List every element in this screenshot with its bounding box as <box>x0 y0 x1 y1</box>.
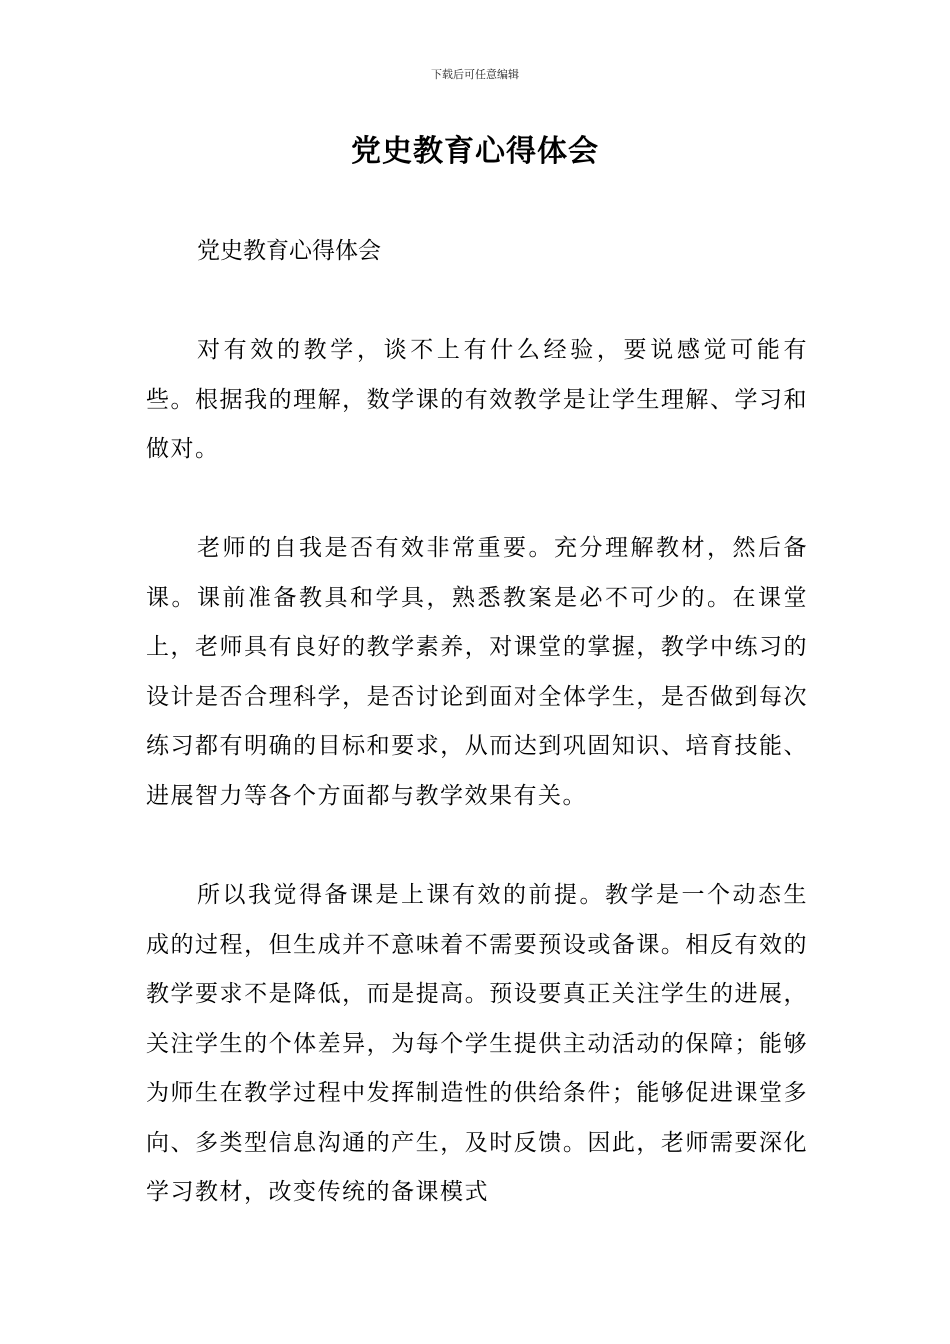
paragraph-1: 对有效的教学，谈不上有什么经验，要说感觉可能有些。根据我的理解，数学课的有效教学是让学生理解、学习和做对。 <box>146 337 808 462</box>
document-title: 党史教育心得体会 <box>351 134 599 169</box>
paragraph-3: 所以我觉得备课是上课有效的前提。教学是一个动态生成的过程，但生成并不意味着不需要预设或备课。相反有效的教学要求不是降低，而是提高。预设要真正关注学生的进展，关注学生的个体差异，为每个学生提供主动活动的保障；能够为师生在教学过程中发挥制造性的供给条件；能够促进课堂多向、多类型信息沟通的产生，及时反馈。因此，老师需要深化学习教材，改变传统的备课模式 <box>146 882 808 1205</box>
header-note: 下载后可任意编辑 <box>431 68 519 81</box>
paragraph-2: 老师的自我是否有效非常重要。充分理解教材，然后备课。课前准备教具和学具，熟悉教案是必不可少的。在课堂上，老师具有良好的教学素养，对课堂的掌握，教学中练习的设计是否合理科学，是否讨论到面对全体学生，是否做到每次练习都有明确的目标和要求，从而达到巩固知识、培育技能、进展智力等各个方面都与教学效果有关。 <box>146 535 808 809</box>
document-subtitle: 党史教育心得体会 <box>197 238 381 264</box>
